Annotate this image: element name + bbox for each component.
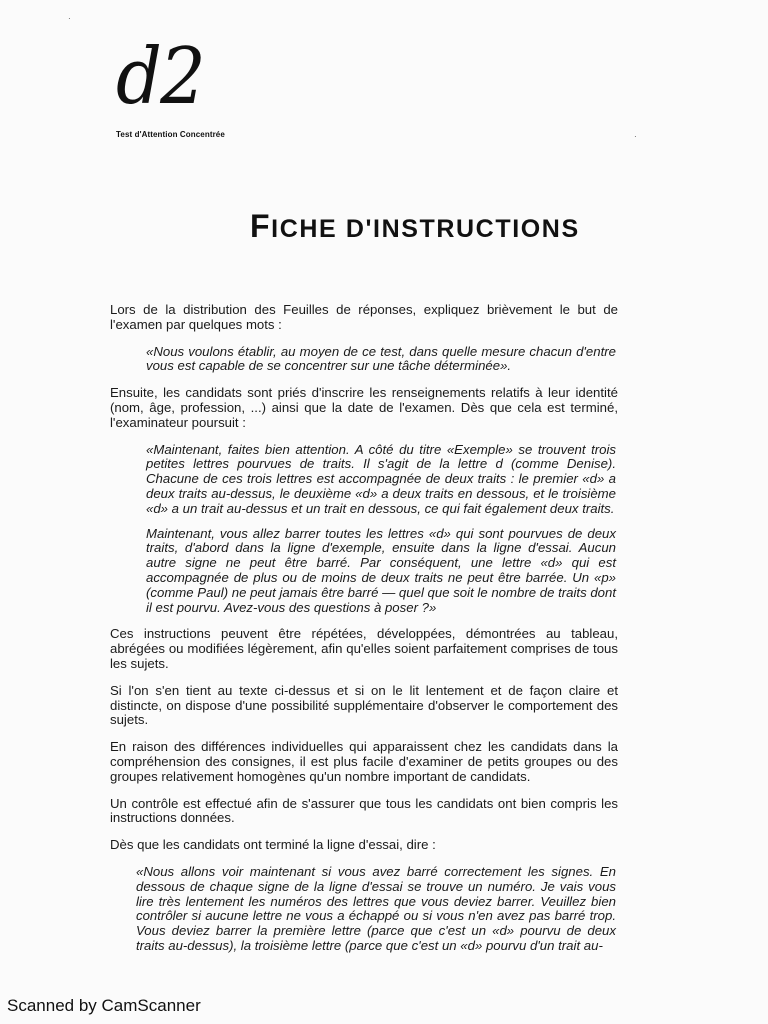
quote-crossing-rules: Maintenant, vous allez barrer toutes les lettres «d» qui sont pourvues de deux traits, d'abord dans la ligne d'exemple, ensuite dans la ligne d'essai. Aucun autre signe ne peut être barré. Par conséquent, une lettre «d» qui est accompagnée de plus ou de moins de deux traits ne peut être barrée. Un «p» (comme Paul) ne peut jamais être barré — quel que soit le nombre de traits dont il est pourvu. Avez-vous des questions à poser ?» xyxy=(146,525,616,615)
quote-correction: «Nous allons voir maintenant si vous avez barré correctement les signes. En dessous de chaque signe de la ligne d'essai se trouve un numéro. Je vais vous lire très lentement les numéros des lettres que vous deviez barrer. Veuillez bien contrôler si aucune lettre ne vous a échappé ou si vous n'en avez pas barré trop. Vous deviez barrer la première lettre (parce que c'est un «d» pourvu de deux traits au-dessus), la troisième lettre (parce que c'est un «d» pourvu d'un trait au- xyxy=(136,863,616,953)
title-rest: ICHE D'INSTRUCTIONS xyxy=(271,215,580,243)
paragraph-control: Un contrôle est effectué afin de s'assurer que tous les candidats ont bien compris les instructions données. xyxy=(110,795,618,826)
scan-speck: · xyxy=(68,14,71,23)
paragraph-groups: En raison des différences individuelles qui apparaissent chez les candidats dans la compréhension des consignes, il est plus facile d'examiner de petits groupes ou des groupes relativement homogènes qu'un nombre important de candidats. xyxy=(110,739,618,784)
page-title xyxy=(250,208,580,245)
paragraph-identity: Ensuite, les candidats sont priés d'inscrire les renseignements relatifs à leur identité (nom, âge, profession, ...) ainsi que la date de l'examen. Dès que cela est terminé, l'examinateur poursuit : xyxy=(110,385,618,430)
paragraph-intro: Lors de la distribution des Feuilles de réponses, expliquez brièvement le but de l'examen par quelques mots : xyxy=(110,302,618,332)
title-initial: F xyxy=(250,208,272,244)
quote-purpose: «Nous voulons établir, au moyen de ce test, dans quelle mesure chacun d'entre vous est capable de se concentrer sur une tâche déterminée». xyxy=(146,343,616,374)
scan-speck: · xyxy=(634,132,637,141)
d2-logo: d2 xyxy=(116,32,204,122)
paragraph-after-trial: Dès que les candidats ont terminé la ligne d'essai, dire : xyxy=(110,837,436,853)
test-subtitle: Test d'Attention Concentrée xyxy=(116,130,225,139)
paragraph-observation: Si l'on s'en tient au texte ci-dessus et si on le lit lentement et de façon claire et distincte, on dispose d'une possibilité supplémentaire d'observer le comportement des sujets. xyxy=(110,682,618,728)
camscanner-watermark: Scanned by CamScanner xyxy=(7,996,201,1015)
instructions-body xyxy=(110,303,618,966)
quote-example-explanation: «Maintenant, faites bien attention. A côté du titre «Exemple» se trouvent trois petites lettres pourvues de traits. Il s'agit de la lettre d (comme Denise). Chacune de ces trois lettres est accompagnée de deux traits : le premier «d» a deux traits au-dessus, le deuxième «d» a deux traits en dessous, et le troisième «d» a un trait au-dessus et un trait en dessous, ce qui fait également deux traits. xyxy=(146,441,616,516)
paragraph-repetition: Ces instructions peuvent être répétées, développées, démontrées au tableau, abrégées ou modifiées légèrement, afin qu'elles soient parfaitement comprises de tous les sujets. xyxy=(110,626,618,671)
